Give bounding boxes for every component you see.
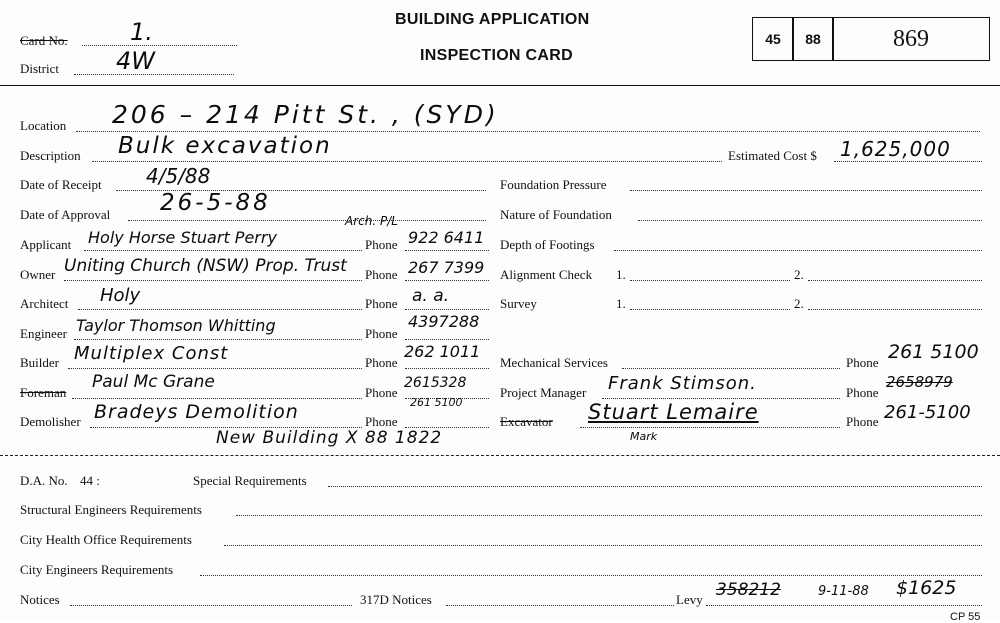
notices-label: Notices: [20, 592, 60, 607]
applicant-note: Arch. P/L: [345, 214, 398, 228]
excavator-phone-label: Phone: [846, 414, 879, 429]
survey-2-line: [808, 309, 982, 310]
special-requirements-line: [328, 486, 982, 487]
alignment-check-1-line: [630, 280, 790, 281]
levy-label: Levy: [676, 592, 703, 607]
survey-2: 2.: [794, 296, 804, 311]
description-line: [92, 161, 722, 162]
location-value: 206 – 214 Pitt St. , (SYD): [112, 100, 499, 129]
builder-phone-line: [405, 368, 489, 369]
engineer-label: Engineer: [20, 326, 67, 341]
city-health-label: City Health Office Requirements: [20, 532, 192, 547]
owner-phone: 267 7399: [408, 258, 485, 277]
mechanical-services-line: [622, 368, 840, 369]
mechanical-services-phone-label: Phone: [846, 355, 879, 370]
district-value: 4W: [116, 47, 155, 75]
applicant-value: Holy Horse Stuart Perry: [88, 228, 277, 247]
excavator-note: Mark: [630, 430, 658, 443]
foreman-line: [72, 398, 362, 399]
special-requirements-label: Special Requirements: [193, 473, 307, 488]
architect-value: Holy: [100, 285, 141, 306]
architect-line: [78, 309, 362, 310]
engineer-phone-line: [405, 339, 489, 340]
owner-phone-line: [405, 280, 489, 281]
depth-of-footings-line: [614, 250, 982, 251]
excavator-line: [580, 427, 840, 428]
location-line: [76, 131, 980, 132]
excavator-value: Stuart Lemaire: [588, 400, 759, 424]
project-manager-value: Frank Stimson.: [608, 373, 757, 394]
date-of-receipt-value: 4/5/88: [146, 164, 211, 188]
location-label: Location: [20, 118, 67, 133]
description-label: Description: [20, 148, 81, 163]
applicant-line: [84, 250, 362, 251]
alignment-check-2: 2.: [794, 267, 804, 282]
mechanical-services-phone: 261 5100: [888, 341, 979, 363]
architect-phone-label: Phone: [365, 296, 398, 311]
foundation-pressure-line: [630, 190, 982, 191]
estimated-cost-line: [834, 161, 982, 162]
estimated-cost-value: 1,625,000: [840, 137, 951, 161]
project-manager-label: Project Manager: [500, 385, 587, 400]
survey-1: 1.: [616, 296, 626, 311]
engineer-phone: 4397288: [408, 312, 480, 331]
nature-of-foundation-line: [638, 220, 982, 221]
structural-label: Structural Engineers Requirements: [20, 502, 202, 517]
applicant-phone: 922 6411: [408, 228, 485, 247]
date-of-approval-line: [128, 220, 486, 221]
owner-label: Owner: [20, 267, 56, 282]
foundation-pressure-label: Foundation Pressure: [500, 177, 607, 192]
builder-phone-label: Phone: [365, 355, 398, 370]
mechanical-services-label: Mechanical Services: [500, 355, 608, 370]
number-box-1: 45: [752, 17, 794, 61]
applicant-label: Applicant: [20, 237, 72, 252]
project-manager-line: [602, 398, 840, 399]
date-of-approval-value: 26-5-88: [160, 190, 271, 216]
foreman-phone: 2615328: [404, 375, 467, 391]
notices-317d-label: 317D Notices: [360, 592, 432, 607]
engineer-phone-label: Phone: [365, 326, 398, 341]
estimated-cost-label: Estimated Cost $: [728, 148, 817, 163]
alignment-check-label: Alignment Check: [500, 267, 593, 282]
applicant-phone-label: Phone: [365, 237, 398, 252]
district-label: District: [20, 61, 59, 76]
architect-label: Architect: [20, 296, 69, 311]
foreman-value: Paul Mc Grane: [92, 372, 215, 392]
demolisher-phone-label: Phone: [365, 414, 398, 429]
card-no-label: Card No.: [20, 33, 68, 48]
notices-line: [70, 605, 352, 606]
depth-of-footings-label: Depth of Footings: [500, 237, 595, 252]
demolisher-value: Bradeys Demolition: [94, 401, 299, 423]
project-manager-phone-label: Phone: [846, 385, 879, 400]
city-engineers-line: [200, 575, 982, 576]
number-box-2: 88: [792, 17, 834, 61]
levy-date: 9-11-88: [818, 584, 869, 599]
excavator-phone: 261-5100: [884, 402, 971, 423]
owner-line: [64, 280, 362, 281]
number-box-3: 869: [832, 17, 990, 61]
builder-phone: 262 1011: [404, 342, 481, 361]
city-health-line: [224, 545, 982, 546]
survey-label: Survey: [500, 296, 537, 311]
engineer-value: Taylor Thomson Whitting: [76, 316, 276, 335]
title-line-1: BUILDING APPLICATION: [395, 11, 590, 28]
city-engineers-label: City Engineers Requirements: [20, 562, 174, 577]
description-value: Bulk excavation: [118, 133, 332, 159]
date-of-approval-label: Date of Approval: [20, 207, 111, 222]
form-code: CP 55: [950, 611, 981, 623]
demolisher-label: Demolisher: [20, 414, 81, 429]
excavator-label: Excavator: [500, 414, 553, 429]
project-manager-phone: 2658979: [886, 373, 953, 391]
notices-317d-line: [446, 605, 674, 606]
builder-value: Multiplex Const: [74, 343, 229, 364]
structural-line: [236, 515, 982, 516]
engineer-line: [74, 339, 362, 340]
architect-phone: a. a.: [412, 286, 450, 306]
demolisher-note: New Building X 88 1822: [216, 428, 443, 448]
card-no-line: [82, 45, 237, 46]
survey-1-line: [630, 309, 790, 310]
levy-value: 358212: [716, 580, 781, 600]
levy-line: [706, 605, 982, 606]
levy-amount: $1625: [896, 577, 957, 599]
foreman-label: Foreman: [20, 385, 67, 400]
title-line-2: INSPECTION CARD: [420, 47, 573, 64]
applicant-phone-line: [405, 250, 489, 251]
section-divider: [0, 455, 1000, 456]
owner-phone-label: Phone: [365, 267, 398, 282]
builder-label: Builder: [20, 355, 59, 370]
builder-line: [68, 368, 362, 369]
alignment-check-2-line: [808, 280, 982, 281]
header-divider: [0, 85, 1000, 86]
nature-of-foundation-label: Nature of Foundation: [500, 207, 612, 222]
owner-value: Uniting Church (NSW) Prop. Trust: [64, 256, 347, 276]
da-no-value: 44 :: [80, 473, 100, 488]
date-of-receipt-label: Date of Receipt: [20, 177, 102, 192]
foreman-phone-label: Phone: [365, 385, 398, 400]
alignment-check-1: 1.: [616, 267, 626, 282]
foreman-phone-2: 261 5100: [410, 396, 463, 409]
card-no-value: 1.: [130, 18, 153, 46]
da-no-label: D.A. No.: [20, 473, 68, 488]
architect-phone-line: [405, 309, 489, 310]
